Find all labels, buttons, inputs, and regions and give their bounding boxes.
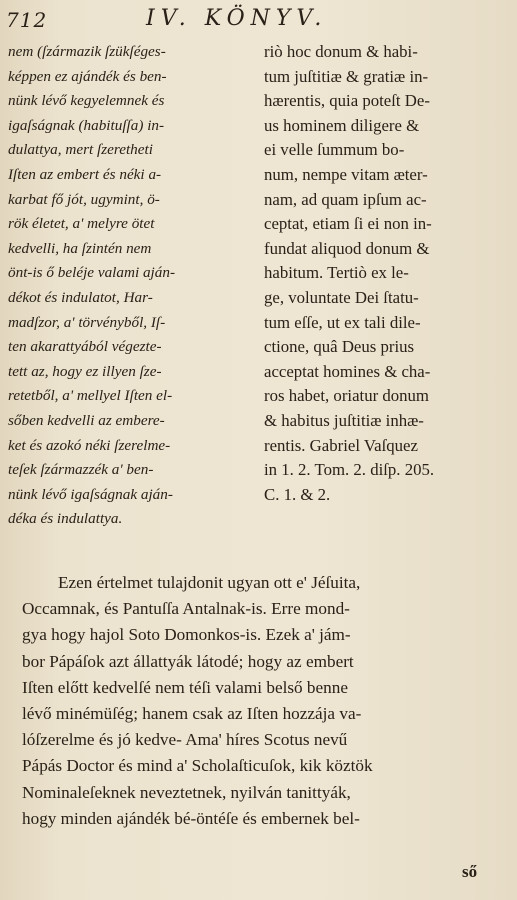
latin-text-line: hærentis, quia poteſt De- bbox=[264, 91, 430, 111]
latin-text-line: ros habet, oriatur donum bbox=[264, 386, 429, 406]
hungarian-text-line: nem (ſzármazik ſzükſéges- bbox=[8, 43, 166, 60]
latin-text-line: ei velle ſummum bo- bbox=[264, 140, 405, 160]
latin-text-line: riò hoc donum & habi- bbox=[264, 42, 418, 61]
latin-text-line: tum juſtitiæ & gratiæ in- bbox=[264, 66, 429, 86]
paragraph-text-line: lóſzerelme és jó kedve- Ama' híres Scotus nevű bbox=[22, 730, 348, 750]
hungarian-text-line: dulattya, mert ſzeretheti bbox=[8, 141, 153, 159]
hungarian-text-line: déka és indulattya. bbox=[8, 510, 123, 528]
page-header bbox=[6, 4, 336, 40]
latin-text-line: in 1. 2. Tom. 2. diſp. 205. bbox=[264, 460, 435, 480]
paragraph-text-line: Iſten előtt kedvelſé nem téſi valami belső benne bbox=[22, 677, 348, 697]
hungarian-text-line: retetből, a' mellyel Iſten el- bbox=[8, 387, 173, 405]
latin-text-line: ceptat, etiam ſi ei non in- bbox=[264, 214, 432, 234]
paragraph-text-line: Nominaleſeknek neveztetnek, nyilván tanittyák, bbox=[22, 782, 351, 802]
latin-text-line: tum eſſe, ut ex tali dile- bbox=[264, 312, 421, 332]
hungarian-column bbox=[8, 40, 260, 532]
latin-column bbox=[264, 40, 510, 507]
hungarian-text-line: nünk lévő igaſságnak aján- bbox=[8, 485, 173, 503]
hungarian-text-line: igaſságnak (habituſſa) in- bbox=[8, 116, 165, 134]
paragraph-text-line: lévő minémüſég; hanem csak az Iſten hozzája va- bbox=[22, 704, 362, 724]
paragraph-text-line: hogy minden ajándék bé-öntéſe és embernek bel- bbox=[22, 808, 360, 828]
page-number: 712 bbox=[6, 8, 48, 32]
paragraph-text-line: Pápás Doctor és mind a' Scholaſticuſok, kik köztök bbox=[22, 756, 373, 776]
running-head: IV. KÖNYV. bbox=[146, 6, 328, 31]
hungarian-text-line: rök életet, a' melyre ötet bbox=[8, 215, 155, 233]
latin-text-line: acceptat homines & cha- bbox=[264, 361, 431, 381]
paragraph-text-line: gya hogy hajol Soto Domonkos-is. Ezek a' jám- bbox=[22, 625, 351, 645]
latin-text-line: C. 1. & 2. bbox=[264, 484, 331, 504]
latin-text-line: us hominem diligere & bbox=[264, 115, 420, 135]
latin-text-line: rentis. Gabriel Vaſquez bbox=[264, 435, 418, 455]
hungarian-text-line: nünk lévő kegyelemnek és bbox=[8, 92, 165, 110]
hungarian-text-line: képpen ez ajándék és ben- bbox=[8, 67, 167, 85]
latin-text-line: habitum. Tertiò ex le- bbox=[264, 263, 409, 283]
latin-text-line: nam, ad quam ipſum ac- bbox=[264, 189, 427, 209]
latin-text-line: ge, voluntate Dei ſtatu- bbox=[264, 287, 419, 307]
hungarian-text-line: kedvelli, ha ſzintén nem bbox=[8, 239, 152, 257]
hungarian-text-line: Iſten az embert és néki a- bbox=[8, 165, 162, 183]
hungarian-text-line: madſzor, a' törvényből, Iſ- bbox=[8, 313, 166, 331]
latin-text-line: ctione, quâ Deus prius bbox=[264, 337, 415, 357]
hungarian-text-line: sőben kedvelli az embere- bbox=[8, 411, 165, 429]
paragraph-text-line: Ezen értelmet tulajdonit ugyan ott e' Jéſuita, bbox=[58, 573, 361, 592]
latin-text-line: num, nempe vitam æter- bbox=[264, 164, 428, 184]
hungarian-text-line: karbat fő jót, ugymint, ö- bbox=[8, 190, 160, 208]
hungarian-text-line: ten akarattyából végezte- bbox=[8, 338, 162, 356]
hungarian-text-line: önt-is ő beléje valami aján- bbox=[8, 264, 176, 282]
latin-text-line: & habitus juſtitiæ inhæ- bbox=[264, 410, 424, 430]
paragraph-text-line: bor Pápáſok azt állattyák látodé; hogy az embert bbox=[22, 651, 354, 671]
hungarian-text-line: teſek ſzármazzék a' ben- bbox=[8, 461, 154, 479]
hungarian-text-line: ket és azokó néki ſzerelme- bbox=[8, 436, 171, 454]
full-width-paragraph bbox=[22, 570, 500, 832]
catchword: ső bbox=[462, 862, 478, 881]
hungarian-text-line: tett az, hogy ez illyen ſze- bbox=[8, 362, 162, 380]
latin-text-line: fundat aliquod donum & bbox=[264, 238, 430, 258]
paragraph-text-line: Occamnak, és Pantuſſa Antalnak-is. Erre mond- bbox=[22, 599, 350, 619]
hungarian-text-line: dékot és indulatot, Har- bbox=[8, 288, 153, 306]
